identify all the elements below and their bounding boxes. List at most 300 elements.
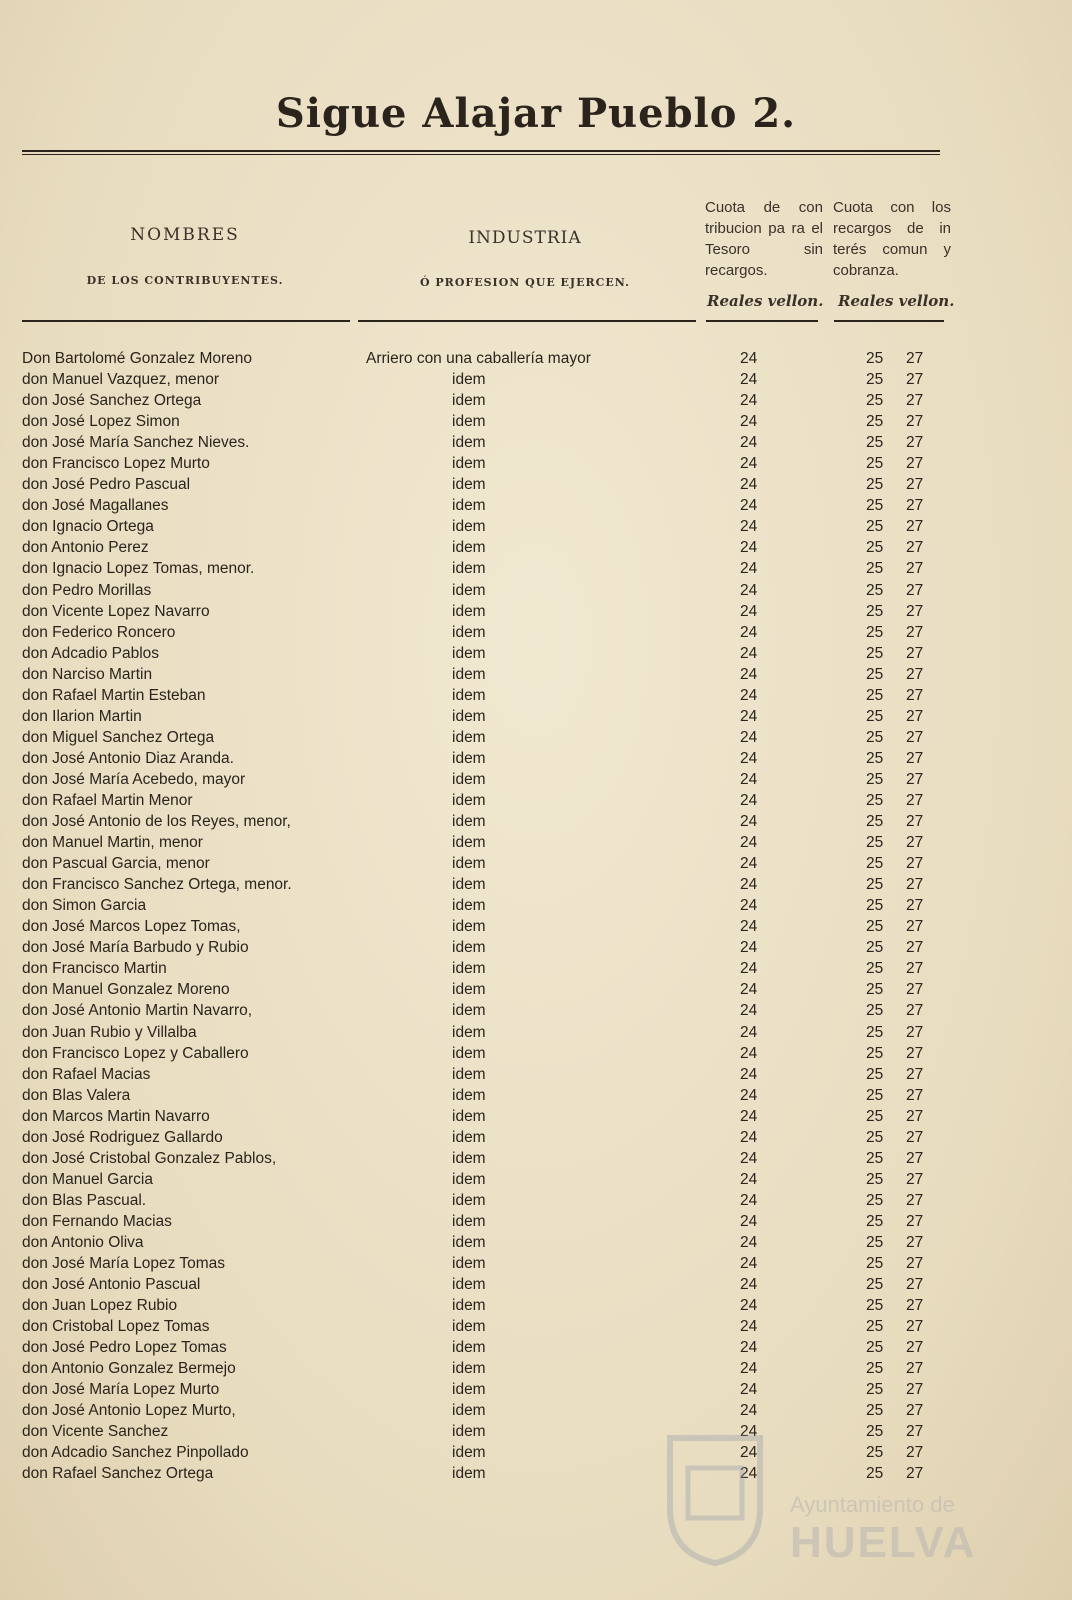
header-reales-1: Reales vellon. <box>707 292 824 310</box>
contributor-name: don José Marcos Lopez Tomas, <box>22 918 241 936</box>
contributor-name: don Simon Garcia <box>22 897 147 915</box>
cuota-tesoro: 24 <box>740 1233 758 1251</box>
profession: idem <box>452 1423 486 1441</box>
profession: idem <box>452 1255 486 1273</box>
contributor-name: don José Pedro Lopez Tomas <box>22 1339 227 1357</box>
contributor-name: don Juan Lopez Rubio <box>22 1297 178 1315</box>
cuota-recargo: 25 <box>866 1423 884 1441</box>
profession: idem <box>452 602 486 620</box>
cuota-recargo: 25 <box>866 1212 884 1230</box>
cuota-recargo-2: 27 <box>906 1044 924 1062</box>
cuota-tesoro: 24 <box>740 1002 758 1020</box>
contributor-name: don José María Acebedo, mayor <box>22 770 246 788</box>
cuota-recargo-2: 27 <box>906 855 924 873</box>
table-row <box>0 392 1072 413</box>
cuota-recargo-2: 27 <box>906 749 924 767</box>
table-row <box>0 518 1072 539</box>
cuota-recargo-2: 27 <box>906 560 924 578</box>
watermark-line2: HUELVA <box>790 1518 977 1567</box>
contributor-name: don Rafael Macias <box>22 1065 151 1083</box>
table-row <box>0 497 1072 518</box>
cuota-recargo: 25 <box>866 813 884 831</box>
cuota-recargo-2: 27 <box>906 960 924 978</box>
cuota-recargo-2: 27 <box>906 1086 924 1104</box>
profession: idem <box>452 1128 486 1146</box>
table-row <box>0 1297 1072 1318</box>
cuota-tesoro: 24 <box>740 897 758 915</box>
cuota-recargo-2: 27 <box>906 1444 924 1462</box>
cuota-tesoro: 24 <box>740 1212 758 1230</box>
cuota-recargo: 25 <box>866 539 884 557</box>
contributor-name: don Manuel Gonzalez Moreno <box>22 981 230 999</box>
cuota-recargo: 25 <box>866 1065 884 1083</box>
contributor-name: don Francisco Sanchez Ortega, menor. <box>22 876 292 894</box>
profession: idem <box>452 1444 486 1462</box>
contributors-table <box>0 350 1072 1487</box>
cuota-recargo-2: 27 <box>906 1381 924 1399</box>
profession: idem <box>452 413 486 431</box>
table-row <box>0 476 1072 497</box>
profession: idem <box>452 1002 486 1020</box>
header-industria: INDUSTRIA <box>468 228 582 248</box>
profession: idem <box>452 1339 486 1357</box>
profession: idem <box>452 1381 486 1399</box>
profession: idem <box>452 686 486 704</box>
cuota-tesoro: 24 <box>740 602 758 620</box>
contributor-name: don Juan Rubio y Villalba <box>22 1023 197 1041</box>
column-rule-nombres <box>22 320 350 322</box>
profession: idem <box>452 1297 486 1315</box>
cuota-tesoro: 24 <box>740 834 758 852</box>
cuota-recargo: 25 <box>866 581 884 599</box>
table-row <box>0 1129 1072 1150</box>
cuota-tesoro: 24 <box>740 1444 758 1462</box>
table-row <box>0 771 1072 792</box>
cuota-tesoro: 24 <box>740 1465 758 1483</box>
cuota-recargo-2: 27 <box>906 1212 924 1230</box>
table-row <box>0 687 1072 708</box>
profession: idem <box>452 434 486 452</box>
contributor-name: don José María Barbudo y Rubio <box>22 939 249 957</box>
cuota-tesoro: 24 <box>740 1360 758 1378</box>
header-reales-2: Reales vellon. <box>838 292 955 310</box>
cuota-recargo: 25 <box>866 1444 884 1462</box>
contributor-name: don Vicente Lopez Navarro <box>22 602 210 620</box>
cuota-recargo-2: 27 <box>906 728 924 746</box>
title-rule-thin <box>22 154 940 155</box>
cuota-recargo-2: 27 <box>906 1191 924 1209</box>
table-row <box>0 1465 1072 1486</box>
cuota-recargo-2: 27 <box>906 434 924 452</box>
contributor-name: don Francisco Lopez y Caballero <box>22 1044 249 1062</box>
cuota-recargo: 25 <box>866 1086 884 1104</box>
table-row <box>0 1402 1072 1423</box>
profession: idem <box>452 855 486 873</box>
cuota-recargo: 25 <box>866 1297 884 1315</box>
cuota-tesoro: 24 <box>740 686 758 704</box>
contributor-name: don José Cristobal Gonzalez Pablos, <box>22 1149 277 1167</box>
contributor-name: don Ignacio Ortega <box>22 518 154 536</box>
watermark-line1: Ayuntamiento de <box>790 1492 955 1517</box>
contributor-name: don Fernando Macias <box>22 1212 172 1230</box>
contributor-name: don Rafael Martin Menor <box>22 791 193 809</box>
cuota-recargo-2: 27 <box>906 791 924 809</box>
cuota-recargo-2: 27 <box>906 981 924 999</box>
contributor-name: don José Antonio de los Reyes, menor, <box>22 813 291 831</box>
contributor-name: don José Antonio Lopez Murto, <box>22 1402 236 1420</box>
contributor-name: don Marcos Martin Navarro <box>22 1107 210 1125</box>
cuota-recargo: 25 <box>866 1170 884 1188</box>
cuota-recargo-2: 27 <box>906 876 924 894</box>
cuota-recargo: 25 <box>866 1107 884 1125</box>
table-row <box>0 1234 1072 1255</box>
cuota-tesoro: 24 <box>740 497 758 515</box>
cuota-recargo: 25 <box>866 939 884 957</box>
profession: idem <box>452 518 486 536</box>
profession: idem <box>452 876 486 894</box>
table-row <box>0 1276 1072 1297</box>
cuota-tesoro: 24 <box>740 960 758 978</box>
title-rule <box>22 150 940 152</box>
table-row <box>0 1444 1072 1465</box>
cuota-tesoro: 24 <box>740 644 758 662</box>
cuota-recargo: 25 <box>866 1149 884 1167</box>
cuota-tesoro: 24 <box>740 1149 758 1167</box>
cuota-recargo: 25 <box>866 686 884 704</box>
cuota-recargo-2: 27 <box>906 1128 924 1146</box>
profession: idem <box>452 644 486 662</box>
cuota-recargo: 25 <box>866 1255 884 1273</box>
table-row <box>0 624 1072 645</box>
table-row <box>0 1045 1072 1066</box>
cuota-tesoro: 24 <box>740 1128 758 1146</box>
table-row <box>0 1024 1072 1045</box>
cuota-tesoro: 24 <box>740 770 758 788</box>
contributor-name: don Federico Roncero <box>22 623 176 641</box>
profession: idem <box>452 834 486 852</box>
table-row <box>0 371 1072 392</box>
cuota-tesoro: 24 <box>740 623 758 641</box>
cuota-recargo: 25 <box>866 1402 884 1420</box>
cuota-recargo: 25 <box>866 834 884 852</box>
table-row <box>0 1381 1072 1402</box>
contributor-name: don Ilarion Martin <box>22 707 142 725</box>
cuota-tesoro: 24 <box>740 939 758 957</box>
table-row <box>0 918 1072 939</box>
contributor-name: don Antonio Perez <box>22 539 149 557</box>
cuota-tesoro: 24 <box>740 392 758 410</box>
header-nombres-sub: DE LOS CONTRIBUYENTES. <box>86 274 284 287</box>
page-title: Sigue Alajar Pueblo 2. <box>275 90 797 137</box>
profession: idem <box>452 813 486 831</box>
table-row <box>0 750 1072 771</box>
profession: idem <box>452 707 486 725</box>
cuota-recargo: 25 <box>866 1233 884 1251</box>
profession: idem <box>452 1086 486 1104</box>
contributor-name: don José Antonio Diaz Aranda. <box>22 749 234 767</box>
cuota-recargo: 25 <box>866 560 884 578</box>
cuota-recargo-2: 27 <box>906 644 924 662</box>
profession: idem <box>452 1212 486 1230</box>
cuota-recargo-2: 27 <box>906 602 924 620</box>
cuota-recargo-2: 27 <box>906 392 924 410</box>
cuota-tesoro: 24 <box>740 1423 758 1441</box>
cuota-recargo-2: 27 <box>906 350 924 367</box>
contributor-name: don Miguel Sanchez Ortega <box>22 728 215 746</box>
cuota-recargo: 25 <box>866 876 884 894</box>
profession: idem <box>452 791 486 809</box>
cuota-recargo-2: 27 <box>906 813 924 831</box>
contributor-name: don José Pedro Pascual <box>22 476 191 494</box>
cuota-recargo-2: 27 <box>906 1297 924 1315</box>
profession: idem <box>452 1465 486 1483</box>
table-row <box>0 939 1072 960</box>
column-rule-recargos <box>834 320 944 322</box>
profession: idem <box>452 1233 486 1251</box>
cuota-recargo-2: 27 <box>906 834 924 852</box>
cuota-recargo: 25 <box>866 1128 884 1146</box>
contributor-name: don Pedro Morillas <box>22 581 152 599</box>
table-row <box>0 582 1072 603</box>
cuota-tesoro: 24 <box>740 918 758 936</box>
cuota-tesoro: 24 <box>740 350 758 367</box>
cuota-recargo: 25 <box>866 707 884 725</box>
shield-icon <box>660 1428 770 1568</box>
cuota-recargo: 25 <box>866 897 884 915</box>
header-cuota-tesoro: Cuota de con tribucion pa ra el Tesoro sin recargos. <box>705 199 823 279</box>
contributor-name: don Blas Valera <box>22 1086 131 1104</box>
table-row <box>0 350 1072 371</box>
cuota-recargo: 25 <box>866 602 884 620</box>
cuota-recargo: 25 <box>866 644 884 662</box>
table-row <box>0 413 1072 434</box>
profession: idem <box>452 981 486 999</box>
cuota-tesoro: 24 <box>740 813 758 831</box>
cuota-recargo: 25 <box>866 665 884 683</box>
cuota-tesoro: 24 <box>740 1381 758 1399</box>
column-rule-cuota <box>706 320 818 322</box>
profession: idem <box>452 728 486 746</box>
profession: idem <box>452 1191 486 1209</box>
cuota-recargo-2: 27 <box>906 476 924 494</box>
table-row <box>0 1066 1072 1087</box>
cuota-recargo-2: 27 <box>906 897 924 915</box>
contributor-name: don Rafael Sanchez Ortega <box>22 1465 214 1483</box>
cuota-recargo-2: 27 <box>906 1402 924 1420</box>
profession: idem <box>452 897 486 915</box>
cuota-recargo-2: 27 <box>906 497 924 515</box>
cuota-recargo-2: 27 <box>906 686 924 704</box>
contributor-name: don Francisco Lopez Murto <box>22 455 210 473</box>
cuota-tesoro: 24 <box>740 1255 758 1273</box>
header-industria-sub: Ó PROFESION QUE EJERCEN. <box>420 276 630 289</box>
contributor-name: don José Sanchez Ortega <box>22 392 202 410</box>
cuota-tesoro: 24 <box>740 1276 758 1294</box>
cuota-tesoro: 24 <box>740 581 758 599</box>
profession: idem <box>452 476 486 494</box>
cuota-recargo: 25 <box>866 1023 884 1041</box>
profession: idem <box>452 960 486 978</box>
table-row <box>0 1171 1072 1192</box>
cuota-tesoro: 24 <box>740 560 758 578</box>
table-row <box>0 455 1072 476</box>
cuota-tesoro: 24 <box>740 1086 758 1104</box>
cuota-tesoro: 24 <box>740 1297 758 1315</box>
profession: idem <box>452 371 486 389</box>
cuota-tesoro: 24 <box>740 876 758 894</box>
table-row <box>0 1213 1072 1234</box>
cuota-tesoro: 24 <box>740 728 758 746</box>
table-row <box>0 645 1072 666</box>
profession: idem <box>452 1170 486 1188</box>
contributor-name: don Vicente Sanchez <box>22 1423 169 1441</box>
cuota-recargo-2: 27 <box>906 1107 924 1125</box>
cuota-recargo-2: 27 <box>906 1360 924 1378</box>
contributor-name: don José Lopez Simon <box>22 413 180 431</box>
cuota-recargo-2: 27 <box>906 1276 924 1294</box>
cuota-tesoro: 24 <box>740 791 758 809</box>
profession: idem <box>452 455 486 473</box>
table-row <box>0 729 1072 750</box>
contributor-name: don Pascual Garcia, menor <box>22 855 210 873</box>
profession: idem <box>452 1107 486 1125</box>
header-cuota-recargos: Cuota con los recargos de in terés comun y cobranza. <box>833 199 951 279</box>
cuota-recargo-2: 27 <box>906 371 924 389</box>
table-row <box>0 1108 1072 1129</box>
contributor-name: don José María Sanchez Nieves. <box>22 434 250 452</box>
contributor-name: don Adcadio Sanchez Pinpollado <box>22 1444 249 1462</box>
profession: idem <box>452 939 486 957</box>
cuota-recargo-2: 27 <box>906 413 924 431</box>
cuota-recargo-2: 27 <box>906 1255 924 1273</box>
header-nombres: NOMBRES <box>130 225 240 245</box>
contributor-name: don Manuel Garcia <box>22 1170 153 1188</box>
profession: Arriero con una caballería mayor <box>366 350 591 367</box>
cuota-recargo: 25 <box>866 1360 884 1378</box>
contributor-name: don José Magallanes <box>22 497 169 515</box>
cuota-recargo-2: 27 <box>906 1002 924 1020</box>
profession: idem <box>452 560 486 578</box>
contributor-name: don José Antonio Pascual <box>22 1276 201 1294</box>
cuota-tesoro: 24 <box>740 476 758 494</box>
cuota-tesoro: 24 <box>740 434 758 452</box>
cuota-recargo-2: 27 <box>906 455 924 473</box>
cuota-recargo-2: 27 <box>906 1149 924 1167</box>
cuota-recargo: 25 <box>866 1044 884 1062</box>
table-row <box>0 792 1072 813</box>
contributor-name: don Cristobal Lopez Tomas <box>22 1318 210 1336</box>
contributor-name: don Narciso Martin <box>22 665 153 683</box>
contributor-name: don Antonio Gonzalez Bermejo <box>22 1360 236 1378</box>
cuota-recargo: 25 <box>866 728 884 746</box>
profession: idem <box>452 497 486 515</box>
cuota-recargo: 25 <box>866 1465 884 1483</box>
profession: idem <box>452 623 486 641</box>
cuota-recargo-2: 27 <box>906 707 924 725</box>
profession: idem <box>452 749 486 767</box>
cuota-recargo: 25 <box>866 1318 884 1336</box>
contributor-name: don José Rodriguez Gallardo <box>22 1128 223 1146</box>
cuota-recargo-2: 27 <box>906 1023 924 1041</box>
table-row <box>0 855 1072 876</box>
profession: idem <box>452 1360 486 1378</box>
cuota-recargo: 25 <box>866 518 884 536</box>
cuota-tesoro: 24 <box>740 413 758 431</box>
contributor-name: don Rafael Martin Esteban <box>22 686 206 704</box>
table-row <box>0 1150 1072 1171</box>
profession: idem <box>452 1402 486 1420</box>
cuota-recargo-2: 27 <box>906 518 924 536</box>
profession: idem <box>452 539 486 557</box>
cuota-recargo-2: 27 <box>906 1065 924 1083</box>
contributor-name: don Antonio Oliva <box>22 1233 144 1251</box>
cuota-tesoro: 24 <box>740 455 758 473</box>
cuota-recargo-2: 27 <box>906 623 924 641</box>
cuota-recargo: 25 <box>866 455 884 473</box>
cuota-tesoro: 24 <box>740 1170 758 1188</box>
cuota-tesoro: 24 <box>740 1065 758 1083</box>
cuota-recargo: 25 <box>866 371 884 389</box>
contributor-name: don José María Lopez Tomas <box>22 1255 226 1273</box>
profession: idem <box>452 918 486 936</box>
table-row <box>0 708 1072 729</box>
cuota-recargo: 25 <box>866 1276 884 1294</box>
contributor-name: don Adcadio Pablos <box>22 644 160 662</box>
cuota-recargo: 25 <box>866 497 884 515</box>
table-row <box>0 1423 1072 1444</box>
profession: idem <box>452 581 486 599</box>
profession: idem <box>452 1149 486 1167</box>
cuota-tesoro: 24 <box>740 1402 758 1420</box>
table-row <box>0 434 1072 455</box>
cuota-recargo: 25 <box>866 392 884 410</box>
cuota-tesoro: 24 <box>740 1044 758 1062</box>
cuota-recargo: 25 <box>866 476 884 494</box>
contributor-name: don Francisco Martin <box>22 960 167 978</box>
cuota-recargo-2: 27 <box>906 1423 924 1441</box>
cuota-tesoro: 24 <box>740 1318 758 1336</box>
cuota-recargo: 25 <box>866 791 884 809</box>
table-row <box>0 666 1072 687</box>
cuota-recargo-2: 27 <box>906 918 924 936</box>
cuota-recargo-2: 27 <box>906 665 924 683</box>
table-row <box>0 603 1072 624</box>
cuota-recargo-2: 27 <box>906 1233 924 1251</box>
cuota-recargo-2: 27 <box>906 1465 924 1483</box>
cuota-recargo: 25 <box>866 918 884 936</box>
table-row <box>0 1339 1072 1360</box>
contributor-name: don José María Lopez Murto <box>22 1381 220 1399</box>
table-row <box>0 1192 1072 1213</box>
cuota-recargo: 25 <box>866 413 884 431</box>
profession: idem <box>452 1276 486 1294</box>
contributor-name: don José Antonio Martin Navarro, <box>22 1002 253 1020</box>
cuota-recargo: 25 <box>866 623 884 641</box>
cuota-recargo: 25 <box>866 1339 884 1357</box>
contributor-name: don Manuel Vazquez, menor <box>22 371 220 389</box>
cuota-recargo-2: 27 <box>906 1318 924 1336</box>
cuota-recargo-2: 27 <box>906 539 924 557</box>
cuota-recargo: 25 <box>866 1191 884 1209</box>
table-row <box>0 539 1072 560</box>
contributor-name: don Ignacio Lopez Tomas, menor. <box>22 560 255 578</box>
table-row <box>0 897 1072 918</box>
cuota-recargo: 25 <box>866 434 884 452</box>
cuota-tesoro: 24 <box>740 1339 758 1357</box>
table-row <box>0 813 1072 834</box>
column-rule-industria <box>358 320 696 322</box>
cuota-recargo-2: 27 <box>906 1170 924 1188</box>
